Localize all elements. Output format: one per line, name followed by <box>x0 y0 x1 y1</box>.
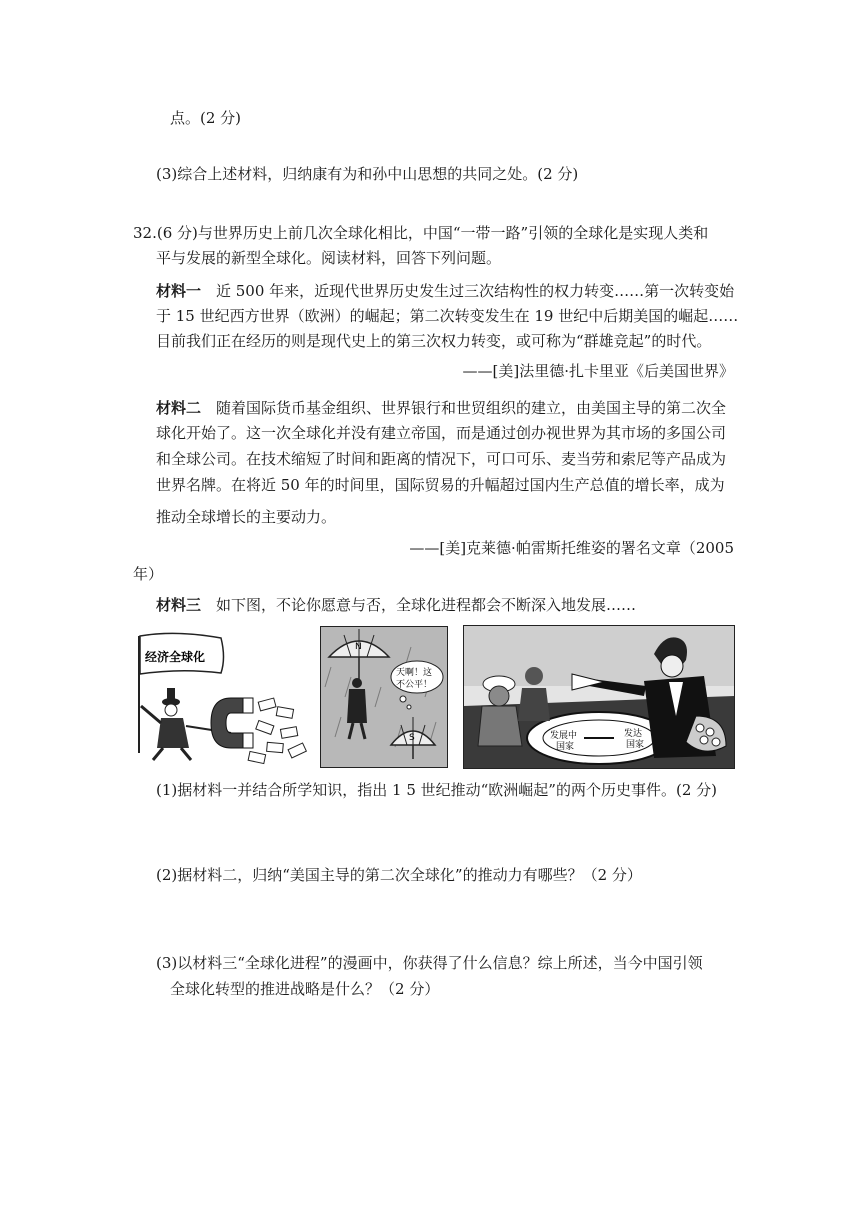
cartoon-flag-label: 经济全球化 <box>145 650 206 664</box>
material-3-text: 如下图，不论你愿意与否，全球化进程都会不断深入地发展…… <box>216 596 637 614</box>
material-2-text: 球化开始了。这一次全球化并没有建立帝国，而是通过创办视世界为其市场的多国公司 <box>156 424 727 442</box>
material-2-text: 和全球公司。在技术缩短了时间和距离的情况下，可口可乐、麦当劳和索尼等产品成为 <box>156 450 727 468</box>
sub-question-3-cont: 全球化转型的推进战略是什么？（2 分） <box>170 980 440 998</box>
speech-bubble-line1: 天啊！这 <box>396 668 433 678</box>
material-1-source: ——[美]法里德·扎卡里亚《后美国世界》 <box>462 362 734 380</box>
material-2-label: 材料二 <box>156 399 202 417</box>
sub-question-3: (3)以材料三“全球化进程”的漫画中，你获得了什么信息？综上所述，当今中国引领 <box>156 954 703 972</box>
cartoon-roulette-nations <box>463 625 735 769</box>
material-1-text: 近 500 年来，近现代世界历史发生过三次结构性的权力转变……第一次转变始 <box>216 282 735 300</box>
material-2-text: 世界名牌。在将近 50 年的时间里，国际贸易的升幅超过国内生产总值的增长率，成为 <box>156 476 725 494</box>
material-1-text: 目前我们正在经历的则是现代史上的第三次权力转变，或可称为“群雄竞起”的时代。 <box>156 332 712 350</box>
roulette-left-line1: 发展中 <box>550 731 578 741</box>
sub-question-2: (2)据材料二，归纳“美国主导的第二次全球化”的推动力有哪些？（2 分） <box>156 866 642 884</box>
cartoon-umbrella-rain <box>320 626 448 768</box>
question-32-stem: 32.(6 分)与世界历史上前几次全球化相比，中国“一带一路”引领的全球化是实现人类和 <box>133 224 709 242</box>
cartoon-globalization-flag <box>131 628 311 766</box>
speech-bubble-line2: 不公平！ <box>396 680 433 690</box>
question-32-stem-cont: 平与发展的新型全球化。阅读材料，回答下列问题。 <box>156 249 502 267</box>
prev-question-tail: 点。(2 分) <box>170 109 242 127</box>
roulette-right-line2: 国家 <box>626 740 645 750</box>
prev-subquestion-3: (3)综合上述材料，归纳康有为和孙中山思想的共同之处。(2 分) <box>156 165 579 183</box>
material-2-source: ——[美]克莱德·帕雷斯托维姿的署名文章（2005 <box>409 539 734 557</box>
material-2-text: 推动全球增长的主要动力。 <box>156 508 337 526</box>
umbrella-south-label: S <box>409 733 415 743</box>
umbrella-north-label: N <box>355 642 362 652</box>
sub-question-1: (1)据材料一并结合所学知识，指出 1 5 世纪推动“欧洲崛起”的两个历史事件。(2 分) <box>156 781 717 799</box>
material-2-text: 随着国际货币基金组织、世界银行和世贸组织的建立，由美国主导的第二次全 <box>216 399 727 417</box>
roulette-right-line1: 发达 <box>624 729 643 739</box>
roulette-left-line2: 国家 <box>556 742 575 752</box>
material-3-label: 材料三 <box>156 596 202 614</box>
material-1-label: 材料一 <box>156 282 202 300</box>
material-2-source-cont: 年） <box>133 565 164 583</box>
material-1-text: 于 15 世纪西方世界（欧洲）的崛起；第二次转变发生在 19 世纪中后期美国的崛起…… <box>156 307 739 325</box>
